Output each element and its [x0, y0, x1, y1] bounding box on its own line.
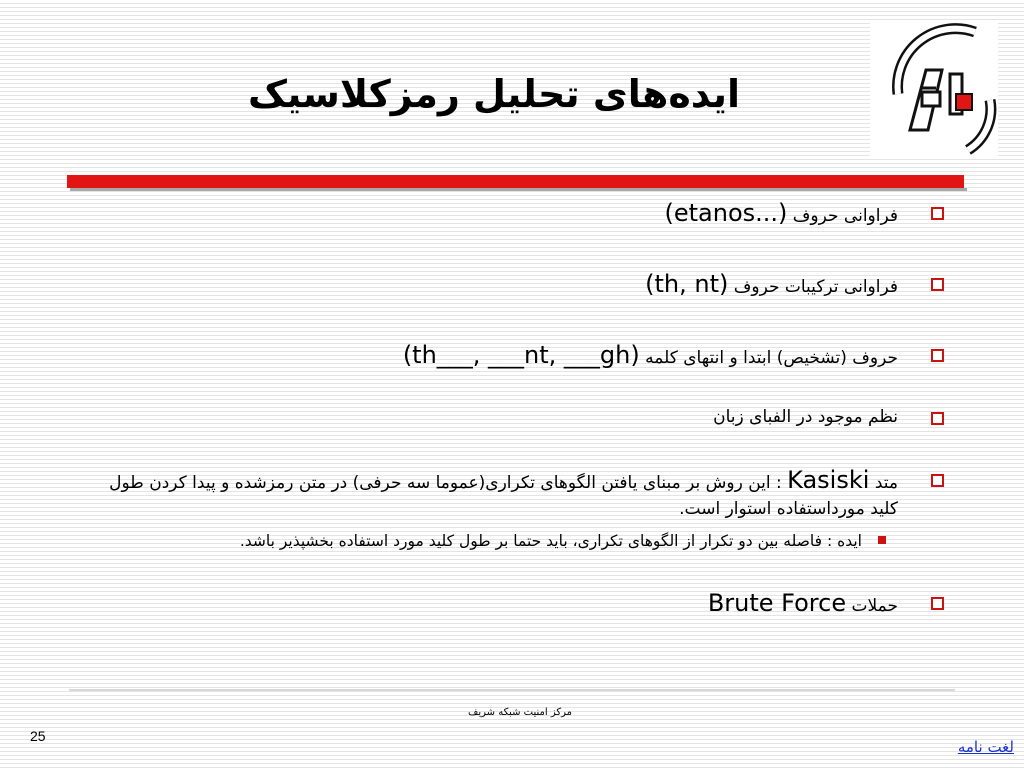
slide-title: ایده‌های تحلیل رمزکلاسیک [248, 72, 740, 116]
bullet-latin-text: (th, nt) [645, 270, 729, 298]
title-divider-bar [67, 175, 964, 188]
filled-square-bullet-icon [878, 536, 886, 544]
bullet-text: : این روش بر مبنای یافتن الگوهای تکراری(عموما سه حرفی) در متن رمزشده و پیدا کردن طول کلید مورداستفاده استوار است. [109, 473, 898, 519]
page-number: 25 [30, 728, 46, 744]
bullet-item-kasiski-method [90, 467, 898, 522]
logo-graphic [870, 22, 998, 156]
glossary-link[interactable]: لغت نامه [957, 738, 1014, 756]
bullet-text: نظم موجود در الفبای زبان [713, 407, 898, 427]
hollow-square-bullet-icon [931, 349, 944, 362]
bullet-text: فراوانی ترکیبات حروف [728, 277, 898, 297]
bullet-list [90, 196, 898, 623]
bullet-latin-text: Kasiski [787, 466, 870, 494]
hollow-square-bullet-icon [931, 278, 944, 291]
bullet-latin-text: Brute Force [707, 589, 847, 617]
sub-bullet-kasiski-idea [90, 528, 862, 554]
bullet-item-letter-combinations [90, 267, 898, 304]
bullet-text: حملات [846, 596, 898, 616]
bullet-latin-text: (th___, ___nt, ___gh) [402, 341, 640, 369]
footer-divider [69, 689, 955, 691]
footer-center-text: مرکز امنیت شبکه شریف [468, 707, 572, 718]
sub-bullet-text: ایده : فاصله بین دو تکرار از الگوهای تکراری، باید حتما بر طول کلید مورد استفاده بخشپذیر باشد. [239, 532, 862, 550]
hollow-square-bullet-icon [931, 412, 944, 425]
hollow-square-bullet-icon [931, 474, 944, 487]
hollow-square-bullet-icon [931, 597, 944, 610]
logo-icon [870, 22, 998, 156]
bullet-latin-text: (etanos...) [664, 199, 788, 227]
bullet-prefix: متد [869, 473, 898, 493]
bullet-item-word-boundaries [90, 338, 898, 375]
bullet-item-brute-force [90, 586, 898, 623]
bullet-text: حروف (تشخیص) ابتدا و انتهای کلمه [639, 348, 898, 368]
bullet-item-letter-frequency [90, 196, 898, 233]
bullet-item-alphabet-order [90, 401, 898, 433]
title-divider-shadow [70, 188, 967, 191]
hollow-square-bullet-icon [931, 207, 944, 220]
bullet-text: فراوانی حروف [787, 206, 898, 226]
